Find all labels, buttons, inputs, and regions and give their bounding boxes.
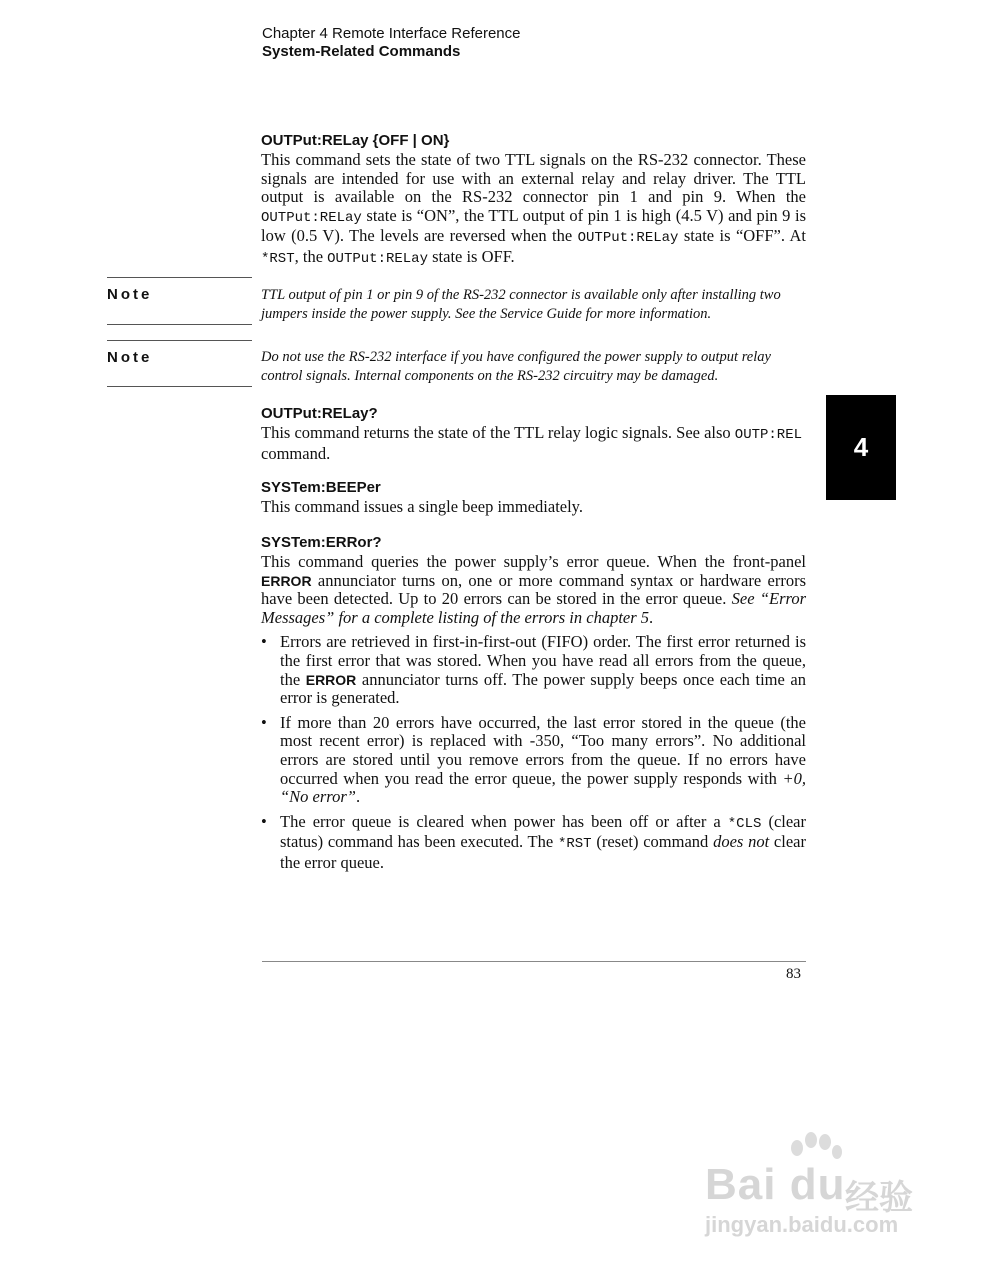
watermark [705, 1130, 945, 1250]
chapter-tab-number: 4 [853, 432, 869, 462]
error-description: This command queries the power supply’s error queue. When the front-panel ERROR annunciator turns on, one or more command syntax or hardware errors have been detected. Up to 20 errors can be stored in the error queue. See “Error Messages” for a complete listing of the errors in chapter 5. [261, 552, 806, 627]
section-title: System-Related Commands [262, 43, 461, 60]
error-heading: SYSTem:ERRor? [261, 534, 382, 551]
note-label: Note [107, 349, 153, 366]
bullet-icon: • [261, 632, 267, 652]
chapter-tab [826, 395, 896, 500]
beeper-section [261, 479, 806, 517]
list-item: • Errors are retrieved in first-in-first-out (FIFO) order. The first error returned is the first error that was stored. When you have read all errors from the queue, the ERROR annunciator turns off. The power supply beeps once each time an error is generated. [261, 632, 806, 708]
relay-section [261, 132, 806, 269]
bullet-icon: • [261, 712, 267, 732]
relay-query-description: This command returns the state of the TTL relay logic signals. See also OUTP:REL command. [261, 423, 803, 463]
footer-rule [262, 961, 806, 962]
beeper-description: This command issues a single beep immediately. [261, 497, 583, 516]
list-item: • The error queue is cleared when power has been off or after a *CLS (clear status) command has been executed. The *RST (reset) command does not clear the error queue. [261, 811, 806, 872]
chapter-title: Chapter 4 Remote Interface Reference [262, 25, 521, 42]
note-rule [107, 277, 252, 278]
note-text: Do not use the RS-232 interface if you have configured the power supply to output relay control signals. Internal components on the RS-232 circuitry may be damaged. [261, 349, 771, 384]
watermark-cn: 经验 [845, 1178, 913, 1218]
note-rule [107, 340, 252, 341]
relay-query-section [261, 405, 806, 463]
error-bullet-list [261, 633, 806, 872]
relay-heading: OUTPut:RELay {OFF | ON} [261, 132, 450, 149]
relay-query-heading: OUTPut:RELay? [261, 405, 378, 422]
note-rule [107, 324, 252, 325]
note-label: Note [107, 286, 153, 303]
page-number: 83 [786, 966, 801, 982]
watermark-url: jingyan.baidu.com [705, 1212, 899, 1237]
watermark-logo: Bai du [705, 1160, 846, 1209]
bullet-icon: • [261, 811, 267, 831]
relay-description: This command sets the state of two TTL signals on the RS-232 connector. These signals are intended for use with an external relay and relay driver. The TTL output is available on the RS-232 connector pin 1 and pin 9. When the OUTPut:RELay state is “ON”, the TTL output of pin 1 is high (4.5 V) and pin 9 is low (0.5 V). The levels are reversed when the OUTPut:RELay state is “OFF”. At *RST, the OUTPut:RELay state is OFF. [261, 150, 806, 267]
error-section [261, 534, 806, 879]
note-text: TTL output of pin 1 or pin 9 of the RS-232 connector is available only after installing two jumpers inside the power supply. See the Service Guide for more information. [261, 287, 781, 322]
beeper-heading: SYSTem:BEEPer [261, 479, 381, 496]
note-rule [107, 386, 252, 387]
list-item: • If more than 20 errors have occurred, the last error stored in the queue (the most recent error) is replaced with -350, “Too many errors”. No additional errors are stored until you remove errors from the queue. If no errors have occurred when you read the error queue, the power supply responds with +0, “No error”. [261, 712, 806, 807]
